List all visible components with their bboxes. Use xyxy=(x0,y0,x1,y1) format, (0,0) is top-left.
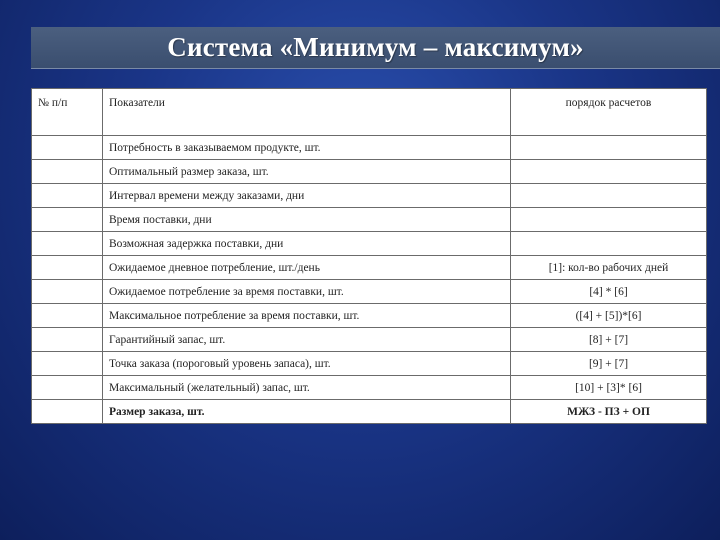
row-number xyxy=(32,136,103,160)
row-indicator: Ожидаемое дневное потребление, шт./день xyxy=(103,256,511,280)
row-number xyxy=(32,400,103,424)
row-number xyxy=(32,328,103,352)
row-calculation xyxy=(511,136,707,160)
row-indicator: Гарантийный запас, шт. xyxy=(103,328,511,352)
table-row xyxy=(32,184,707,208)
row-indicator: Время поставки, дни xyxy=(103,208,511,232)
row-number xyxy=(32,184,103,208)
slide-title-bar xyxy=(31,27,720,69)
row-calculation: [9] + [7] xyxy=(511,352,707,376)
indicators-table xyxy=(31,88,707,424)
row-calculation: [4] * [6] xyxy=(511,280,707,304)
table-row xyxy=(32,136,707,160)
row-number xyxy=(32,352,103,376)
table-row xyxy=(32,232,707,256)
header-number: № п/п xyxy=(32,89,103,136)
slide-title: Система «Минимум – максимум» xyxy=(167,32,584,62)
row-indicator: Ожидаемое потребление за время поставки, шт. xyxy=(103,280,511,304)
table-row xyxy=(32,304,707,328)
row-indicator: Максимальное потребление за время поставки, шт. xyxy=(103,304,511,328)
row-calculation: [10] + [3]* [6] xyxy=(511,376,707,400)
row-number xyxy=(32,304,103,328)
table-header-row xyxy=(32,89,707,136)
row-number xyxy=(32,280,103,304)
row-indicator: Точка заказа (пороговый уровень запаса), шт. xyxy=(103,352,511,376)
row-indicator: Оптимальный размер заказа, шт. xyxy=(103,160,511,184)
table-row xyxy=(32,328,707,352)
row-indicator: Максимальный (желательный) запас, шт. xyxy=(103,376,511,400)
row-calculation xyxy=(511,208,707,232)
table-row xyxy=(32,280,707,304)
row-number xyxy=(32,256,103,280)
row-calculation xyxy=(511,184,707,208)
table-row xyxy=(32,352,707,376)
row-indicator: Потребность в заказываемом продукте, шт. xyxy=(103,136,511,160)
row-indicator: Интервал времени между заказами, дни xyxy=(103,184,511,208)
row-number xyxy=(32,232,103,256)
header-calculation: порядок расчетов xyxy=(511,89,707,136)
table-row xyxy=(32,256,707,280)
row-calculation: ([4] + [5])*[6] xyxy=(511,304,707,328)
table-row xyxy=(32,160,707,184)
min-max-table xyxy=(31,88,707,424)
row-number xyxy=(32,160,103,184)
row-calculation: [8] + [7] xyxy=(511,328,707,352)
row-calculation: [1]: кол-во рабочих дней xyxy=(511,256,707,280)
table-row xyxy=(32,376,707,400)
header-indicator: Показатели xyxy=(103,89,511,136)
row-number xyxy=(32,208,103,232)
table-row xyxy=(32,208,707,232)
row-indicator: Размер заказа, шт. xyxy=(103,400,511,424)
row-calculation xyxy=(511,160,707,184)
row-number xyxy=(32,376,103,400)
row-indicator: Возможная задержка поставки, дни xyxy=(103,232,511,256)
table-row-total xyxy=(32,400,707,424)
row-calculation: МЖЗ - ПЗ + ОП xyxy=(511,400,707,424)
row-calculation xyxy=(511,232,707,256)
